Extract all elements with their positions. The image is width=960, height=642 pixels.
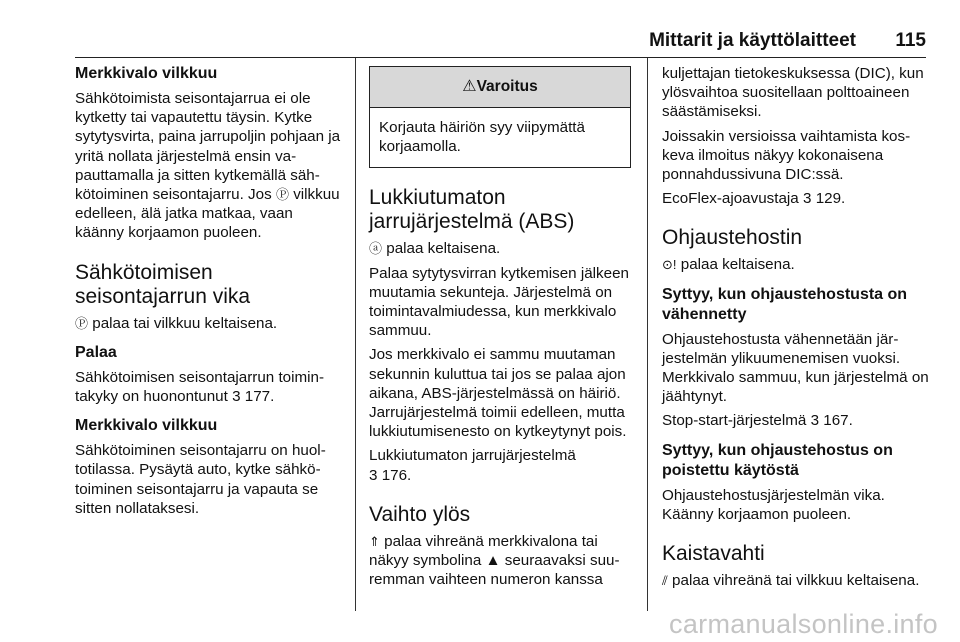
page-ref-link[interactable]: 129.	[815, 190, 846, 208]
column-divider-1	[355, 58, 356, 611]
paragraph-abs-lamp: ⓐ palaa keltaisena.	[369, 240, 501, 258]
paragraph-fault-lamp: Ⓟ palaa tai vilkkuu keltaisena.	[75, 314, 278, 332]
paragraph-steering-lamp: ⊙! palaa keltaisena.	[662, 256, 795, 274]
paragraph-dic: kuljettajan tietokeskuksessa (DIC), kun ylösvaihtoa suositellaan polttoaineen säästämiseksi.	[662, 65, 924, 121]
header-rule	[75, 57, 926, 58]
heading-shift-up: Vaihto ylös	[369, 502, 471, 526]
ref-arrow-icon: 3	[369, 466, 378, 484]
paragraph-popup: Joissakin versioissa vaihtamista koskeva ilmoitus näkyy kokonaisena ponnahdussivuna DIC:ssä.	[662, 127, 911, 184]
lane-icon: ⫽	[662, 573, 668, 589]
paragraph-flashing: Sähkötoimista seisontajarrua ei ole kytketty tai vapautettu täysin. Kytke sytytysvirta, paina jarrupoljin pohjaan ja yritä nollata järjestelmä ensin vapauttamalla ja sitten kytkemällä sähkötoiminen seisontajarru. Jos Ⓟ vilkkuu edelleen, älä jatka matkaa, vaan käänny korjaamon puoleen.	[75, 90, 341, 242]
column-1	[75, 64, 345, 518]
heading-lane-assist: Kaistavahti	[662, 542, 765, 566]
parking-brake-icon: Ⓟ	[275, 187, 289, 203]
page-header	[75, 30, 926, 60]
paragraph-on: Sähkötoimisen seisontajarrun toimintakyky on huonontunut 3 177.	[75, 368, 325, 406]
section-title-flashing-2: Merkkivalo vilkkuu	[75, 417, 218, 435]
column-2	[369, 64, 631, 589]
paragraph-stop-start: Stop-start-järjestelmä 3 167.	[662, 412, 853, 430]
column-divider-2	[647, 58, 648, 611]
ref-arrow-icon: 3	[810, 412, 820, 430]
heading-abs: Lukkiutumaton jarrujärjestelmä (ABS)	[369, 186, 575, 234]
ref-arrow-icon: 3	[232, 388, 241, 406]
section-title-disabled: Syttyy, kun ohjaustehostus on poistettu käytöstä	[662, 441, 893, 479]
abs-icon: ⓐ	[369, 241, 383, 257]
warning-icon: ⚠	[462, 78, 477, 95]
section-title-flashing: Merkkivalo vilkkuu	[75, 65, 218, 82]
paragraph-disabled: Ohjaustehostusjärjestelmän vika. Käänny korjaamon puoleen.	[662, 486, 885, 523]
steering-icon: ⊙!	[662, 257, 677, 273]
shift-up-icon: ⇑	[369, 533, 380, 549]
watermark: carmanualsonline.info	[669, 609, 938, 639]
warning-title: Varoitus	[476, 78, 538, 95]
paragraph-ecoflex: EcoFlex-ajoavustaja 3 129.	[662, 190, 846, 208]
paragraph-abs-1: Palaa sytytysvirran kytkemisen jälkeen muutamia sekunteja. Järjestelmä on toimintavalmiudessa, kun merkkivalo sammuu.	[369, 264, 629, 340]
heading-parking-brake-fault: Sähkötoimisen seisontajarrun vika	[75, 260, 251, 308]
column-3	[662, 64, 930, 590]
paragraph-reduced: Ohjaustehostusta vähennetään järjestelmän ylikuumenemisen vuoksi. Merkkivalo sammuu, kun järjestelmä on jäähtynyt.	[662, 330, 929, 406]
warning-text: Korjauta häiriön syy viipymättä korjaamolla.	[379, 119, 585, 156]
page-title: Mittarit ja käyttölaitteet	[649, 30, 856, 51]
section-title-reduced: Syttyy, kun ohjaustehostusta on vähennetty	[662, 285, 908, 323]
ref-arrow-icon: 3	[803, 190, 812, 208]
warning-box	[369, 66, 631, 168]
page-number: 115	[895, 30, 926, 51]
paragraph-abs-3: Lukkiutumaton jarrujärjestelmä 3 176.	[369, 447, 576, 484]
warning-header	[370, 67, 630, 108]
page-ref-link[interactable]: 176.	[381, 466, 412, 484]
paragraph-shift-up: ⇑ palaa vihreänä merkkivalona tai näkyy symbolina ▲ seuraavaksi suuremman vaihteen numeron kanssa	[369, 532, 620, 589]
page-ref-link[interactable]: 177.	[244, 388, 275, 406]
brake-fault-icon: Ⓟ	[75, 315, 89, 331]
paragraph-abs-2: Jos merkkivalo ei sammu muutaman sekunnin kuluttua tai jos se palaa ajon aikana, ABS-järjestelmässä on häiriö. Jarrujärjestelmä toimii edelleen, mutta lukkiutumisenesto on kytkeytynyt pois.	[369, 346, 627, 441]
heading-power-steering: Ohjaustehostin	[662, 226, 803, 250]
paragraph-service-mode: Sähkötoiminen seisontajarru on huoltotilassa. Pysäytä auto, kytke sähkötoiminen seisontajarru ja vapauta se sitten nollataksesi.	[75, 442, 326, 517]
page-ref-link[interactable]: 167.	[823, 412, 853, 430]
section-title-on: Palaa	[75, 343, 117, 361]
paragraph-lane: ⫽ palaa vihreänä tai vilkkuu keltaisena.	[662, 572, 920, 590]
